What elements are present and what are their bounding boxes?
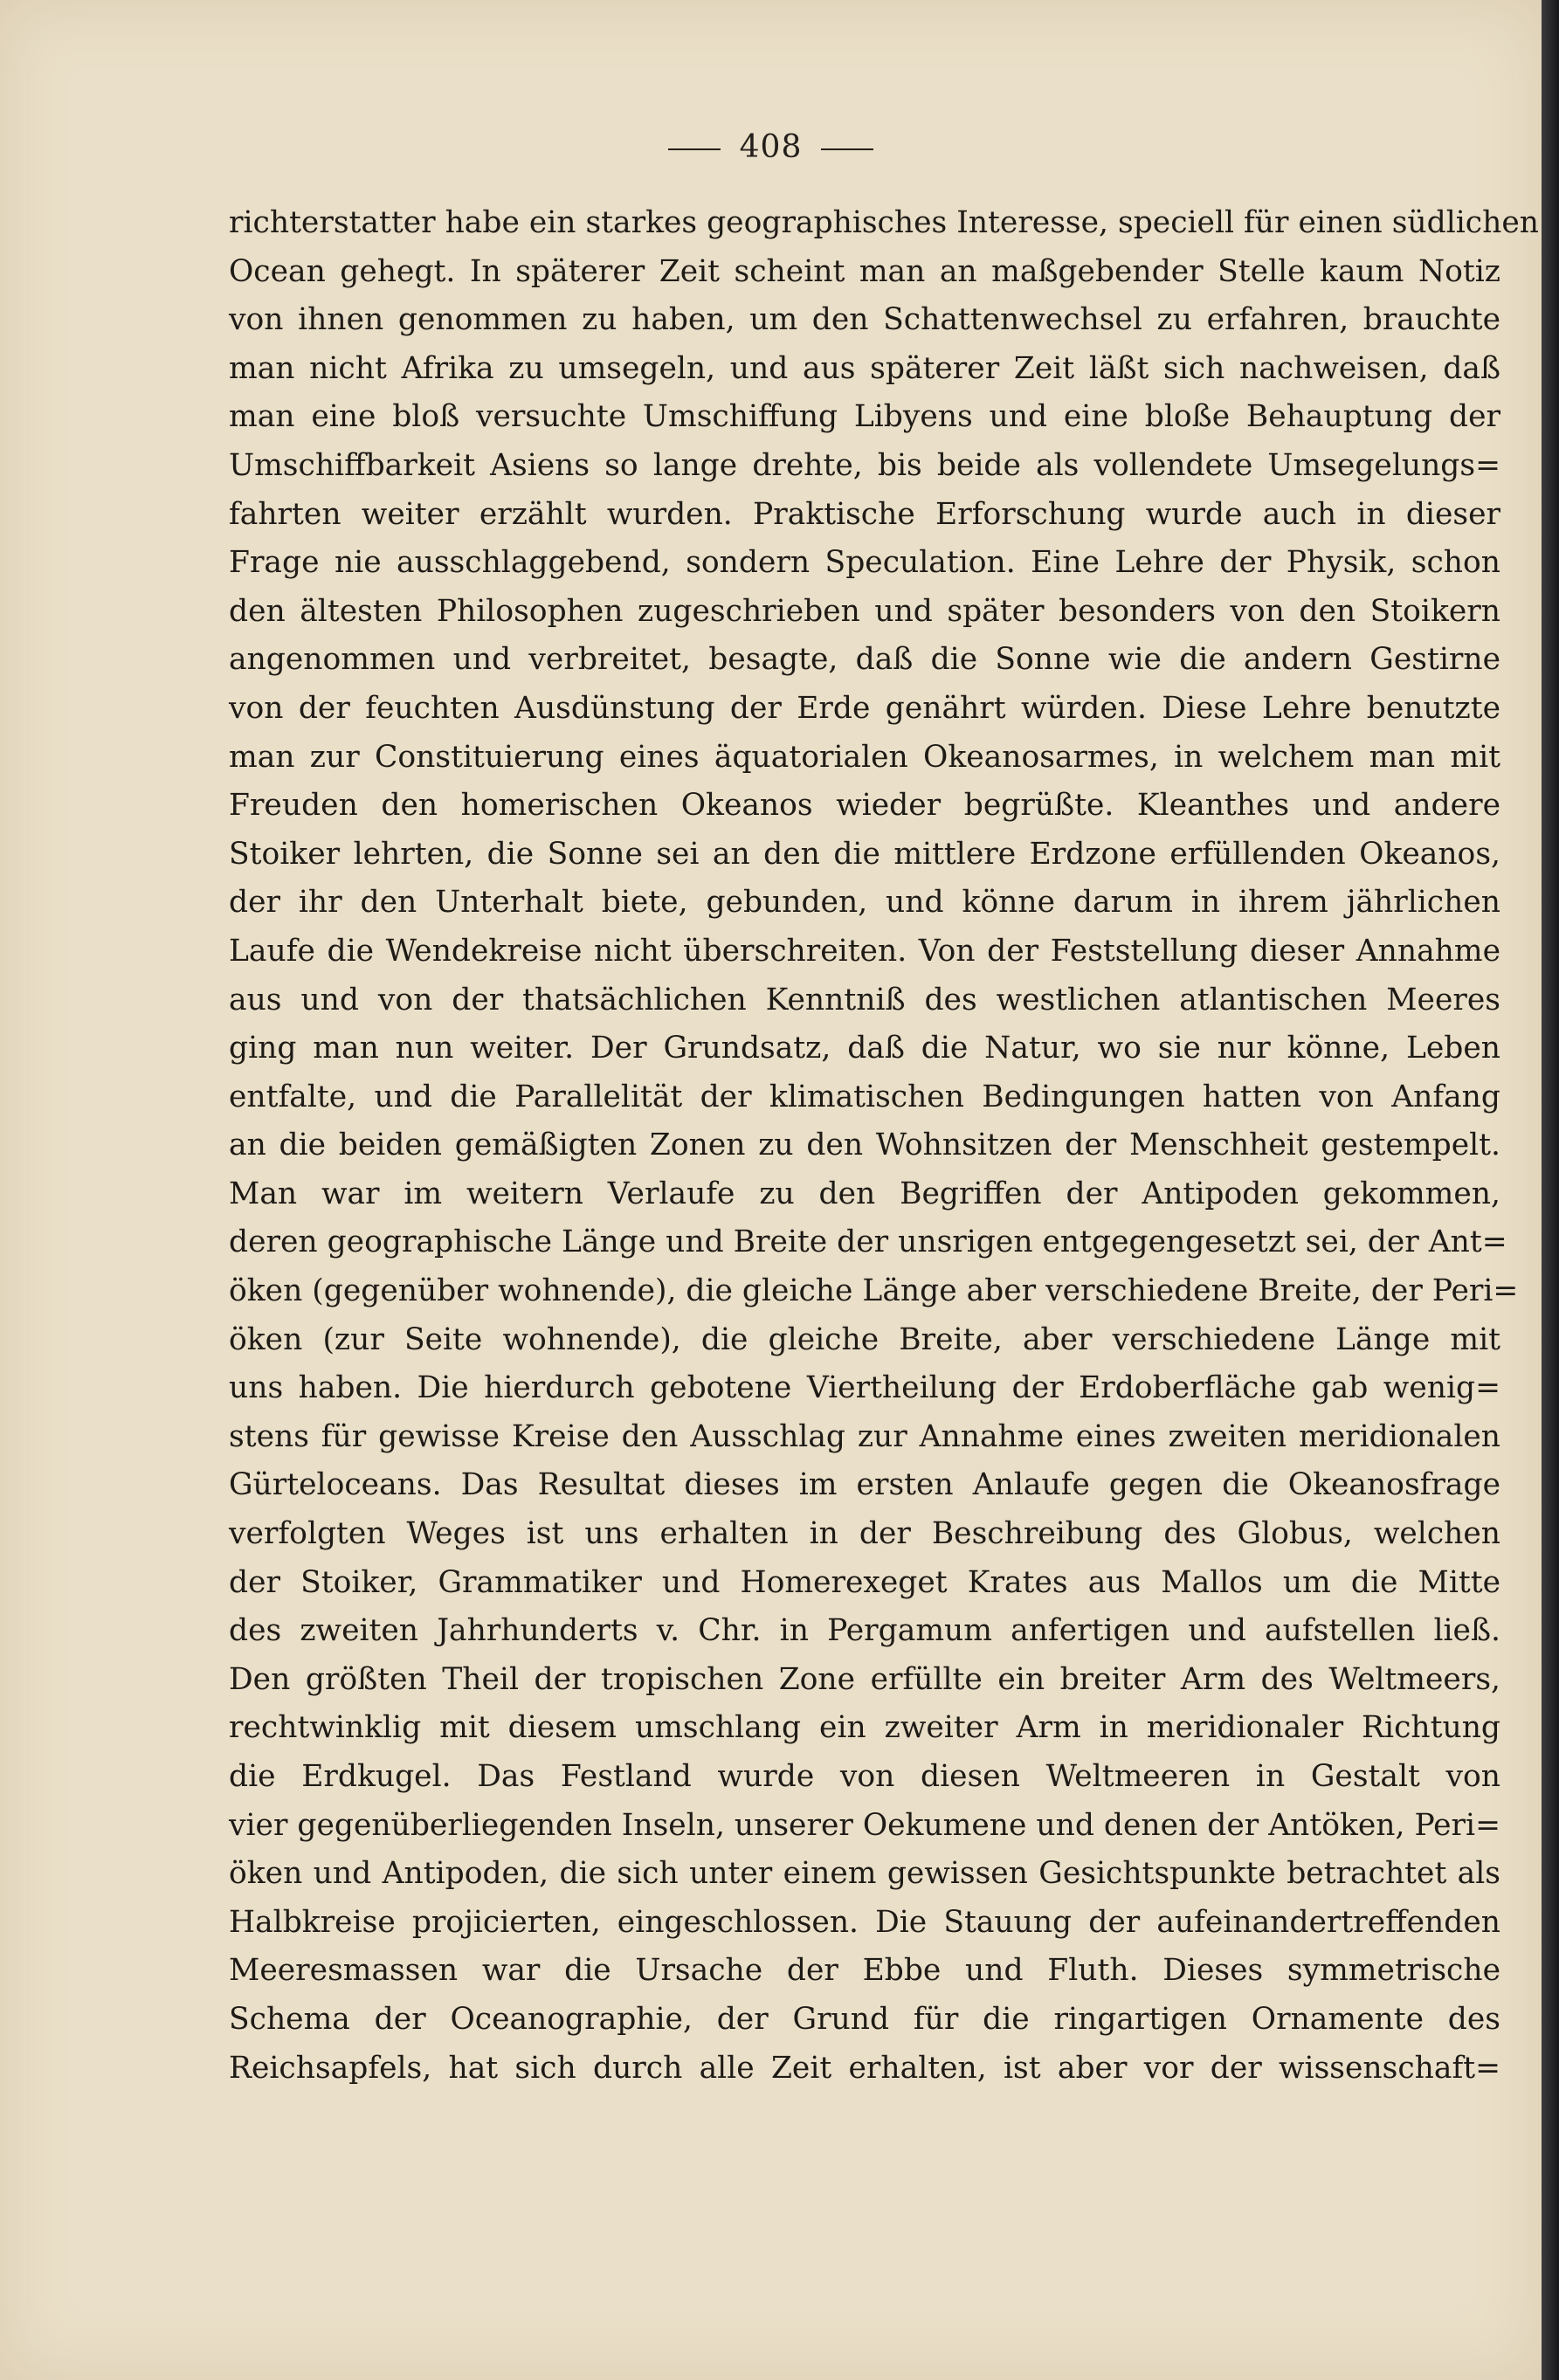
text-line: richterstatter habe ein starkes geographisches Interesse, speciell für einen südlichen — [229, 205, 1539, 240]
text-line: die Erdkugel. Das Festland wurde von diesen Weltmeeren in Gestalt von — [229, 1759, 1500, 1794]
text-line: öken und Antipoden, die sich unter einem gewissen Gesichtspunkte betrachtet als — [229, 1856, 1500, 1892]
text-line: fahrten weiter erzählt wurden. Praktische Erforschung wurde auch in dieser — [229, 496, 1500, 532]
page-number: 408 — [739, 129, 803, 165]
header-dash-left — [668, 148, 721, 150]
text-line: Frage nie ausschlaggebend, sondern Speculation. Eine Lehre der Physik, schon — [229, 545, 1500, 581]
text-line: Stoiker lehrten, die Sonne sei an den die mittlere Erdzone erfüllenden Okeanos, — [229, 836, 1500, 872]
text-line: Schema der Oceanographie, der Grund für die ringartigen Ornamente des — [229, 2001, 1500, 2037]
binding-edge — [1542, 0, 1559, 2380]
text-line: stens für gewisse Kreise den Ausschlag zur Annahme eines zweiten meridionalen — [229, 1418, 1500, 1454]
text-line: ging man nun weiter. Der Grundsatz, daß die Natur, wo sie nur könne, Leben — [229, 1031, 1500, 1066]
text-line: Den größten Theil der tropischen Zone erfüllte ein breiter Arm des Weltmeers, — [229, 1661, 1500, 1697]
text-line: man eine bloß versuchte Umschiffung Libyens und eine bloße Behauptung der — [229, 399, 1500, 435]
text-line: Laufe die Wendekreise nicht überschreiten. Von der Feststellung dieser Annahme — [229, 933, 1500, 969]
text-line: uns haben. Die hierdurch gebotene Viertheilung der Erdoberfläche gab wenig= — [229, 1370, 1500, 1406]
text-line: den ältesten Philosophen zugeschrieben und später besonders von den Stoikern — [229, 593, 1500, 629]
page-header — [0, 129, 1542, 165]
text-line: man zur Constituierung eines äquatorialen Okeanosarmes, in welchem man mit — [229, 739, 1500, 775]
text-line: Halbkreise projicierten, eingeschlossen. Die Stauung der aufeinandertreffenden — [229, 1904, 1500, 1940]
text-line: Freuden den homerischen Okeanos wieder begrüßte. Kleanthes und andere — [229, 788, 1500, 824]
text-line: von ihnen genommen zu haben, um den Schattenwechsel zu erfahren, brauchte — [229, 302, 1500, 338]
text-line: angenommen und verbreitet, besagte, daß die Sonne wie die andern Gestirne — [229, 642, 1500, 678]
text-line: entfalte, und die Parallelität der klimatischen Bedingungen hatten von Anfang — [229, 1079, 1500, 1114]
text-line: an die beiden gemäßigten Zonen zu den Wohnsitzen der Menschheit gestempelt. — [229, 1128, 1500, 1163]
text-line: Umschiffbarkeit Asiens so lange drehte, bis beide als vollendete Umsegelungs= — [229, 447, 1500, 483]
text-line: öken (gegenüber wohnende), die gleiche Länge aber verschiedene Breite, der Peri= — [229, 1273, 1519, 1309]
text-line: der ihr den Unterhalt biete, gebunden, und könne darum in ihrem jährlichen — [229, 885, 1500, 921]
text-line: von der feuchten Ausdünstung der Erde genährt würden. Diese Lehre benutzte — [229, 690, 1500, 726]
text-line: öken (zur Seite wohnende), die gleiche Breite, aber verschiedene Länge mit — [229, 1321, 1500, 1357]
text-line: Ocean gehegt. In späterer Zeit scheint man an maßgebender Stelle kaum Notiz — [229, 253, 1500, 289]
text-line: Man war im weitern Verlaufe zu den Begriffen der Antipoden gekommen, — [229, 1176, 1500, 1211]
text-line: des zweiten Jahrhunderts v. Chr. in Pergamum anfertigen und aufstellen ließ. — [229, 1613, 1500, 1649]
text-line: deren geographische Länge und Breite der unsrigen entgegengesetzt sei, der Ant= — [229, 1224, 1507, 1260]
text-line: Reichsapfels, hat sich durch alle Zeit erhalten, ist aber vor der wissenschaft= — [229, 2050, 1500, 2086]
text-line: rechtwinklig mit diesem umschlang ein zweiter Arm in meridionaler Richtung — [229, 1710, 1500, 1746]
header-dash-right — [821, 148, 873, 150]
text-line: aus und von der thatsächlichen Kenntniß des westlichen atlantischen Meeres — [229, 982, 1500, 1018]
text-line: der Stoiker, Grammatiker und Homerexeget Krates aus Mallos um die Mitte — [229, 1564, 1500, 1600]
body-text — [229, 199, 1539, 2093]
text-line: Meeresmassen war die Ursache der Ebbe und Fluth. Dieses symmetrische — [229, 1953, 1500, 1989]
text-line: Gürteloceans. Das Resultat dieses im ersten Anlaufe gegen die Okeanosfrage — [229, 1467, 1500, 1503]
text-line: verfolgten Weges ist uns erhalten in der Beschreibung des Globus, welchen — [229, 1516, 1500, 1552]
text-line: man nicht Afrika zu umsegeln, und aus späterer Zeit läßt sich nachweisen, daß — [229, 350, 1500, 386]
text-line: vier gegenüberliegenden Inseln, unserer Oekumene und denen der Antöken, Peri= — [229, 1807, 1500, 1843]
